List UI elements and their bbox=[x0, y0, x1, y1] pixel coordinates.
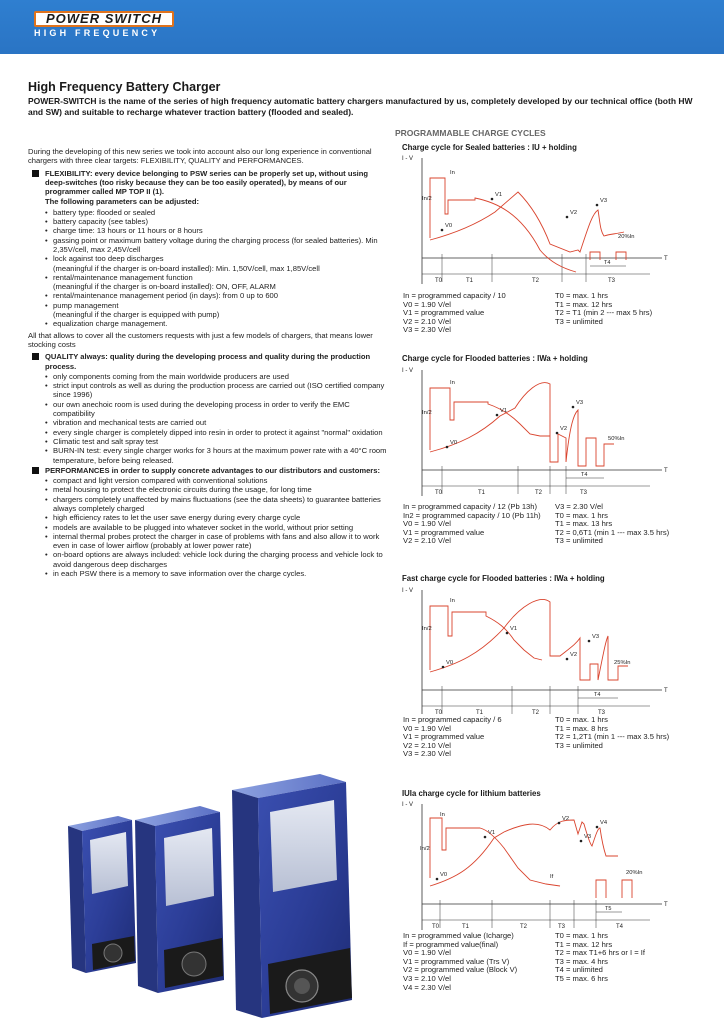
phase-label: T3 bbox=[608, 278, 616, 284]
legend-right: T2 = T1 (min 2 --- max 5 hrs) bbox=[555, 308, 653, 318]
curve-point bbox=[566, 658, 569, 661]
legend-right: T0 = max. 1 hrs bbox=[555, 291, 608, 300]
curve-label-v2: V2 bbox=[562, 816, 570, 822]
section-bullet-icon bbox=[32, 353, 39, 360]
legend-row bbox=[403, 537, 669, 546]
curve-label-v1: V1 bbox=[488, 830, 496, 836]
legend-left: V4 = 2.30 V/el bbox=[403, 982, 451, 992]
performances-list bbox=[45, 476, 388, 578]
list-item: • Climatic test and salt spray test bbox=[45, 437, 388, 446]
small-charger bbox=[68, 816, 136, 973]
list-item: • vibration and mechanical tests are carried out bbox=[45, 418, 388, 427]
legend-right: T0 = max. 1 hrs bbox=[555, 715, 608, 724]
list-item: • equalization charge management. bbox=[45, 319, 388, 328]
legend-left: V1 = programmed value bbox=[403, 308, 485, 318]
curve-label-in: In bbox=[450, 380, 455, 386]
curve-label-in2: In/2 bbox=[422, 410, 432, 416]
curve-label-v4: V4 bbox=[600, 820, 608, 826]
curve-point bbox=[596, 826, 599, 829]
phase-label: T1 bbox=[462, 924, 470, 930]
legend-right: T1 = max. 8 hrs bbox=[555, 723, 608, 733]
legend-left: In = programmed capacity / 6 bbox=[403, 715, 502, 724]
curve-label-v2: V2 bbox=[560, 426, 568, 432]
curve-label-v3: V3 bbox=[576, 400, 584, 406]
list-item: • rental/maintenance management function (meaningful if the charger is on-board installed): ON, OFF, ALARM bbox=[45, 273, 388, 292]
legend-right: T0 = max. 1 hrs bbox=[555, 510, 608, 520]
axis-label-t: T bbox=[664, 902, 668, 908]
curve-label-v1: V1 bbox=[495, 192, 503, 198]
section-bullet-icon bbox=[32, 170, 39, 177]
legend-right: T2 = 0,6T1 (min 1 --- max 3.5 hrs) bbox=[555, 527, 670, 537]
phase-label: T1 bbox=[476, 710, 484, 714]
current-curve bbox=[430, 818, 560, 886]
list-item: • on-board options are always included: vehicle lock during the charging process and vehicle lock to avoid dangerous deep discharges bbox=[45, 550, 388, 569]
current-curve bbox=[430, 388, 550, 450]
curve-label-in: In bbox=[440, 812, 445, 818]
chart-legend bbox=[403, 292, 652, 335]
legend-left: V2 = programmed value (Block V) bbox=[403, 965, 518, 975]
legend-left: V0 = 1.90 V/el bbox=[403, 948, 451, 958]
charge-cycle-diagram bbox=[400, 152, 672, 290]
performances-heading: PERFORMANCES in order to supply concrete advantages to our distributors and customers: bbox=[45, 465, 381, 475]
axis-label-iv: I - V bbox=[402, 156, 414, 162]
chart-title: Fast charge cycle for Flooded batteries : IWa + holding bbox=[402, 574, 605, 583]
curve-label-pct: 25%In bbox=[614, 660, 631, 666]
charge-cycle-diagram bbox=[400, 798, 672, 930]
legend-right: T2 = max T1+6 hrs or I = If bbox=[555, 948, 645, 958]
section-bullet-icon bbox=[32, 467, 39, 474]
chart-title: Charge cycle for Sealed batteries : IU + holding bbox=[402, 143, 577, 152]
list-item: • battery type: flooded or sealed bbox=[45, 208, 388, 217]
list-item: • chargers completely unaffected by mains fluctuations (see the data sheets) to guarantee batteries always completely charged bbox=[45, 495, 388, 514]
brand-logo bbox=[34, 11, 174, 41]
legend-left: V1 = programmed value bbox=[403, 527, 485, 537]
legend-right: T3 = unlimited bbox=[555, 740, 603, 750]
axis-label-t: T bbox=[664, 256, 668, 262]
voltage-curve bbox=[430, 192, 624, 252]
legend-right: V3 = 2.30 V/el bbox=[555, 502, 603, 511]
phase-label: T3 bbox=[598, 710, 606, 714]
list-item: • gassing point or maximum battery voltage during the charging process (for sealed batteries). Min 2,35V/cell, max 2,45V/cell bbox=[45, 236, 388, 255]
legend-right: T1 = max. 13 hrs bbox=[555, 519, 613, 529]
legend-row bbox=[403, 984, 645, 993]
legend-right: T2 = 1,2T1 (min 1 --- max 3.5 hrs) bbox=[555, 732, 670, 742]
curve-label-pct: 50%In bbox=[608, 436, 625, 442]
legend-left: In = programmed value (Icharge) bbox=[403, 931, 514, 940]
large-charger bbox=[232, 774, 352, 1018]
curve-point bbox=[484, 836, 487, 839]
list-item: • internal thermal probes protect the charger in case of problems with fans and also allow it to work even in case of lower airflow (probably at lower power rate) bbox=[45, 532, 388, 551]
quality-list bbox=[45, 372, 388, 465]
flexibility-subheading: The following parameters can be adjusted: bbox=[45, 197, 200, 207]
curve-label-in2: In/2 bbox=[422, 196, 432, 202]
axis-label-t: T bbox=[664, 468, 668, 474]
curve-point bbox=[442, 666, 445, 669]
legend-left: In = programmed capacity / 12 (Pb 13h) bbox=[403, 502, 538, 511]
phase-label: T2 bbox=[535, 490, 543, 496]
chart-title: IUIa charge cycle for lithium batteries bbox=[402, 789, 541, 798]
curve-label-v1: V1 bbox=[500, 408, 508, 414]
curve-label-v1: V1 bbox=[510, 626, 518, 632]
curve-label-pct: 20%In bbox=[618, 234, 635, 240]
legend-left: V2 = 2.10 V/el bbox=[403, 536, 451, 546]
list-item: • models are available to be plugged into whatever socket in the world, without prior setting bbox=[45, 523, 388, 532]
list-item: • BURN-IN test: every single charger works for 3 hours at the maximum power rate with a 40°C room temperature, before being released. bbox=[45, 446, 388, 465]
left-column bbox=[28, 147, 388, 579]
curve-point bbox=[446, 446, 449, 449]
phase-label: T0 bbox=[435, 710, 443, 714]
phase-label: T4 bbox=[616, 924, 624, 930]
curve-point bbox=[588, 640, 591, 643]
curve-point bbox=[436, 878, 439, 881]
list-item: • strict input controls as well as during the production process are carried out (ISO certified company since 1996) bbox=[45, 381, 388, 400]
legend-right: T0 = max. 1 hrs bbox=[555, 931, 608, 940]
phase-label: T3 bbox=[580, 490, 588, 496]
phase-label: T1 bbox=[478, 490, 486, 496]
legend-right: T1 = max. 12 hrs bbox=[555, 299, 613, 309]
legend-right: T4 = unlimited bbox=[555, 965, 603, 975]
curve-label-v2: V2 bbox=[570, 652, 578, 658]
curve-label-v3: V3 bbox=[592, 634, 600, 640]
medium-charger bbox=[135, 806, 224, 993]
phase-label: T2 bbox=[532, 710, 540, 714]
list-item: • in each PSW there is a memory to save information over the charge cycles. bbox=[45, 569, 388, 578]
page-title: High Frequency Battery Charger bbox=[28, 80, 221, 94]
curve-label-in2: In/2 bbox=[420, 846, 430, 852]
quality-heading: QUALITY always: quality during the developing process and quality during the production process. bbox=[45, 352, 371, 371]
list-item: • battery capacity (see tables) bbox=[45, 217, 388, 226]
legend-left: In2 = programmed capacity / 10 (Pb 11h) bbox=[403, 510, 541, 520]
charge-cycles-heading: PROGRAMMABLE CHARGE CYCLES bbox=[395, 128, 546, 138]
legend-left: V3 = 2.30 V/el bbox=[403, 749, 451, 759]
flexibility-heading: FLEXIBILITY: every device belonging to PSW series can be properly set up, without using deep-switches (too risky because they can be too easily operated), by means of our programmer called MP TOP II (1). bbox=[45, 168, 369, 197]
flexibility-section bbox=[28, 169, 388, 329]
legend-left: In = programmed capacity / 10 bbox=[403, 291, 506, 300]
curve-label-in2: In/2 bbox=[422, 626, 432, 632]
phase-label: T0 bbox=[435, 278, 443, 284]
chart-legend bbox=[403, 716, 669, 759]
curve-label-v0: V0 bbox=[440, 872, 448, 878]
legend-left: V2 = 2.10 V/el bbox=[403, 316, 451, 326]
legend-row bbox=[403, 326, 652, 335]
phase-label: T0 bbox=[435, 490, 443, 496]
axis-label-iv: I - V bbox=[402, 802, 414, 808]
voltage-curve bbox=[430, 820, 618, 886]
charge-cycle-diagram bbox=[400, 364, 672, 502]
quality-section bbox=[28, 352, 388, 465]
flexibility-list bbox=[45, 208, 388, 329]
holding-pulses bbox=[596, 880, 632, 898]
curve-label-pct: 20%In bbox=[626, 870, 643, 876]
list-item: • lock against too deep discharges (meaningful if the charger is on-board installed): Min. 1,50V/cell, max 1,85V/cell bbox=[45, 254, 388, 273]
legend-left: If = programmed value(final) bbox=[403, 939, 499, 949]
intro-text: POWER-SWITCH is the name of the series of high frequency automatic battery chargers manufactured by us, completely developed by our technical office (both HW and SW) and suitable to recharge whatever traction battery (flooded and sealed). bbox=[28, 96, 693, 117]
phase-label: T2 bbox=[532, 278, 540, 284]
chart-legend bbox=[403, 932, 645, 992]
phase-label: T1 bbox=[466, 278, 474, 284]
curve-label-v3: V3 bbox=[584, 834, 592, 840]
legend-left: V0 = 1.90 V/el bbox=[403, 299, 451, 309]
curve-point bbox=[496, 414, 499, 417]
curve-point bbox=[596, 204, 599, 207]
brand-logo-bottom: HIGH FREQUENCY bbox=[34, 28, 161, 38]
list-item: • pump management (meaningful if the charger is equipped with pump) bbox=[45, 301, 388, 320]
chargers-photo bbox=[40, 768, 390, 1023]
header-bar bbox=[0, 0, 724, 54]
legend-left: V3 = 2.10 V/el bbox=[403, 973, 451, 983]
curve-point bbox=[566, 216, 569, 219]
curve-label-v0: V0 bbox=[450, 440, 458, 446]
phase-label: T4 bbox=[604, 260, 611, 266]
curve-label-v0: V0 bbox=[445, 223, 453, 229]
brand-logo-top: POWER SWITCH bbox=[34, 11, 174, 27]
list-item: • compact and light version compared with conventional solutions bbox=[45, 476, 388, 485]
list-item: • high efficiency rates to let the user save energy during every charge cycle bbox=[45, 513, 388, 522]
holding-pulses bbox=[590, 252, 626, 260]
curve-label-in: In bbox=[450, 170, 455, 176]
legend-right: T3 = unlimited bbox=[555, 316, 603, 326]
list-item: • metal housing to protect the electronic circuits during the usage, for long time bbox=[45, 485, 388, 494]
legend-left: V0 = 1.90 V/el bbox=[403, 519, 451, 529]
axis-label-iv: I - V bbox=[402, 588, 414, 594]
all-that-paragraph: All that allows to cover all the customers requests with just a few models of chargers, that means lower stocking costs bbox=[28, 330, 373, 349]
phase-label: T0 bbox=[432, 924, 440, 930]
legend-row bbox=[403, 750, 669, 759]
curve-label-if: If bbox=[550, 874, 554, 880]
performances-section bbox=[28, 466, 388, 579]
list-item: • our own anechoic room is used during the developing process in order to verify the EMC compatibility bbox=[45, 400, 388, 419]
curve-point bbox=[572, 406, 575, 409]
list-item: • only components coming from the main worldwide producers are used bbox=[45, 372, 388, 381]
curve-point bbox=[580, 840, 583, 843]
legend-right: T3 = unlimited bbox=[555, 536, 603, 546]
legend-left: V2 = 2.10 V/el bbox=[403, 740, 451, 750]
curve-label-in: In bbox=[450, 598, 455, 604]
voltage-curve bbox=[430, 383, 614, 466]
curve-point bbox=[556, 432, 559, 435]
curve-point bbox=[441, 229, 444, 232]
phase-label: T3 bbox=[558, 924, 566, 930]
legend-right: T1 = max. 12 hrs bbox=[555, 939, 613, 949]
phase-label: T4 bbox=[581, 472, 588, 478]
curve-point bbox=[506, 632, 509, 635]
curve-point bbox=[491, 198, 494, 201]
charge-cycle-diagram bbox=[400, 584, 672, 714]
list-item: • charge time: 13 hours or 11 hours or 8 hours bbox=[45, 226, 388, 235]
legend-left: V0 = 1.90 V/el bbox=[403, 723, 451, 733]
axis-label-iv: I - V bbox=[402, 368, 414, 374]
curve-label-v2: V2 bbox=[570, 210, 578, 216]
axis-label-t: T bbox=[664, 688, 668, 694]
curve-label-v0: V0 bbox=[446, 660, 454, 666]
list-item: • rental/maintenance management period (in days): from 0 up to 600 bbox=[45, 291, 388, 300]
phase-label: T2 bbox=[520, 924, 528, 930]
chart-title: Charge cycle for Flooded batteries : IWa + holding bbox=[402, 354, 588, 363]
legend-left: V1 = programmed value (Trs V) bbox=[403, 956, 510, 966]
chart-legend bbox=[403, 503, 669, 546]
legend-left: V1 = programmed value bbox=[403, 732, 485, 742]
curve-label-v3: V3 bbox=[600, 198, 608, 204]
legend-right: T5 = max. 6 hrs bbox=[555, 973, 608, 983]
phase-label: T4 bbox=[594, 692, 601, 698]
list-item: • every single charger is completely dipped into resin in order to protect it against "normal" oxidation bbox=[45, 428, 388, 437]
legend-left: V3 = 2.30 V/el bbox=[403, 325, 451, 335]
phase-label: T5 bbox=[605, 906, 612, 912]
lead-paragraph: During the developing of this new series we took into account also our long experience in conventional chargers with three clear targets: FLEXIBILITY, QUALITY and PERFORMANCES. bbox=[28, 147, 372, 166]
legend-right: T3 = max. 4 hrs bbox=[555, 956, 608, 966]
curve-point bbox=[558, 822, 561, 825]
